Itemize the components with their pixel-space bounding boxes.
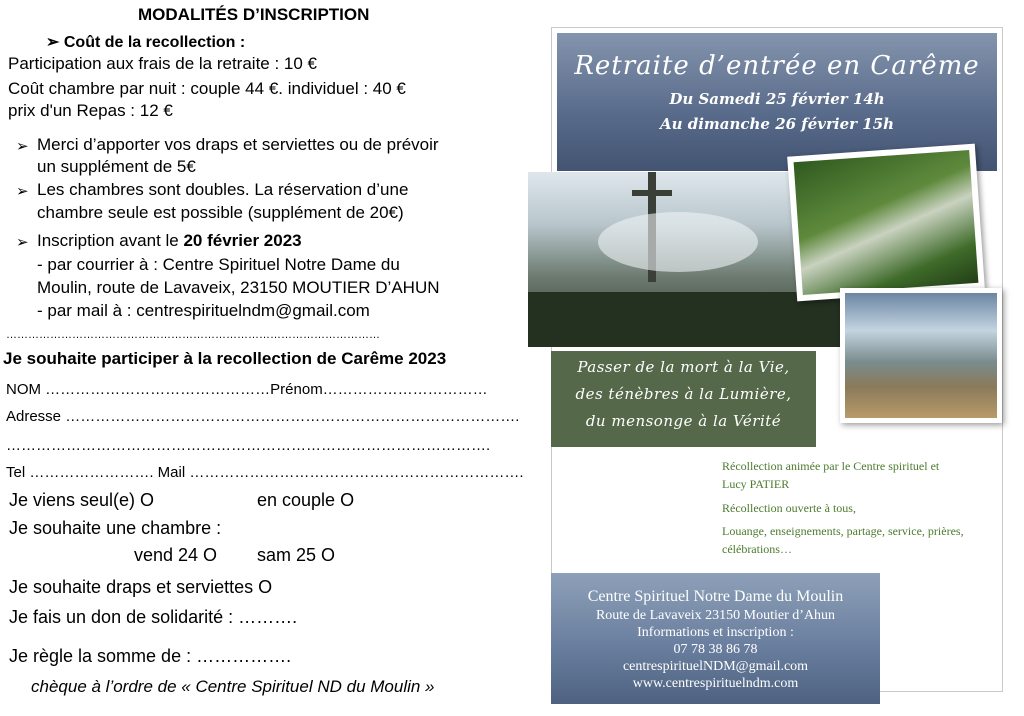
quote-line-1: Passer de la mort à la Vie,: [577, 358, 790, 376]
garden-statue-photo: [787, 144, 985, 302]
cost-title: ➢ Coût de la recollection :: [46, 34, 246, 51]
deadline-date: 20 février 2023: [183, 231, 302, 250]
option-couple[interactable]: en couple O: [257, 490, 355, 510]
registration-heading: MODALITÉS D’INSCRIPTION: [138, 5, 370, 24]
contact-email[interactable]: centrespirituelNDM@gmail.com: [622, 659, 809, 674]
separator-line: …………………………………………………………………………………………: [6, 329, 380, 341]
quote-line-2: des ténèbres à la Lumière,: [575, 385, 792, 403]
cheque-instruction: chèque à l’ordre de « Centre Spirituel ND du Moulin »: [31, 677, 435, 696]
cost-line-participation: Participation aux frais de la retraite : 10 €: [8, 54, 317, 73]
desc-open-to-all: Récollection ouverte à tous,: [722, 501, 856, 515]
form-adresse-field[interactable]: Adresse ……………………………………………………………………………….: [6, 408, 520, 425]
bullet3-mail: - par mail à : centrespirituelndm@gmail.com: [37, 301, 370, 320]
bullet1-line1: Merci d’apporter vos draps et serviettes ou de prévoir: [37, 135, 439, 154]
bullet3-courrier: - par courrier à : Centre Spirituel Notre Dame du: [37, 255, 400, 274]
form-nom-field[interactable]: NOM ………………………………………Prénom……………………………: [6, 381, 488, 398]
contact-center-name: Centre Spirituel Notre Dame du Moulin: [587, 588, 844, 605]
bullet2-line1: Les chambres sont doubles. La réservation d’une: [37, 180, 409, 199]
cost-title-text: Coût de la recollection :: [63, 34, 246, 51]
bullet1-line2: un supplément de 5€: [37, 157, 196, 176]
desc-animated-by: Récollection animée par le Centre spirituel et: [722, 459, 940, 473]
desc-animator-name: Lucy PATIER: [722, 477, 790, 491]
contact-address: Route de Lavaveix 23150 Moutier d’Ahun: [595, 608, 836, 623]
form-tel-mail-field[interactable]: Tel ……………………. Mail ………………………………………………………….: [6, 464, 524, 481]
desc-activities: Louange, enseignements, partage, service, prières,: [722, 524, 964, 538]
donation-field[interactable]: Je fais un don de solidarité : ……….: [9, 607, 298, 627]
quote-box: [551, 351, 816, 447]
flyer-title: Retraite d’entrée en Carême: [574, 51, 980, 81]
option-samedi[interactable]: sam 25 O: [257, 545, 336, 565]
form-title: Je souhaite participer à la recollection de Carême 2023: [3, 349, 447, 368]
bullet-arrow-icon: ➢: [16, 183, 29, 200]
option-vendredi[interactable]: vend 24 O: [134, 545, 218, 565]
option-seul[interactable]: Je viens seul(e) O: [9, 490, 155, 510]
field-sunlight-photo: [840, 288, 1002, 423]
contact-info-title: Informations et inscription :: [637, 625, 794, 640]
cost-line-room: Coût chambre par nuit : couple 44 €. individuel : 40 €: [8, 79, 406, 98]
contact-box: [551, 573, 880, 704]
desc-celebrations: célébrations…: [722, 542, 792, 556]
bullet3-prefix: Inscription avant le: [37, 231, 184, 250]
cost-line-meal: prix d'un Repas : 12 €: [8, 101, 173, 120]
flyer-date-end: Au dimanche 26 février 15h: [659, 115, 895, 133]
contact-phone[interactable]: 07 78 38 86 78: [673, 642, 758, 657]
contact-website[interactable]: www.centrespirituelndm.com: [632, 676, 799, 691]
payment-field[interactable]: Je règle la somme de : …………….: [9, 646, 292, 666]
form-address-continued-field[interactable]: …………………………………………………………………………………….: [6, 437, 491, 454]
flyer-date-start: Du Samedi 25 février 14h: [669, 90, 885, 108]
room-question: Je souhaite une chambre :: [9, 518, 222, 538]
bullet3-address: Moulin, route de Lavaveix, 23150 MOUTIER D’AHUN: [37, 278, 440, 297]
quote-line-3: du mensonge à la Vérité: [585, 412, 782, 430]
field-sunlight-image: [845, 293, 997, 418]
bullet-arrow-icon: ➢: [16, 234, 29, 251]
garden-statue-image: [794, 150, 979, 295]
bullet3-line1: [37, 231, 302, 251]
bullet-arrow-icon: ➢: [16, 138, 29, 155]
option-draps[interactable]: Je souhaite draps et serviettes O: [9, 577, 273, 597]
bullet2-line2: chambre seule est possible (supplément de 20€): [37, 203, 404, 222]
